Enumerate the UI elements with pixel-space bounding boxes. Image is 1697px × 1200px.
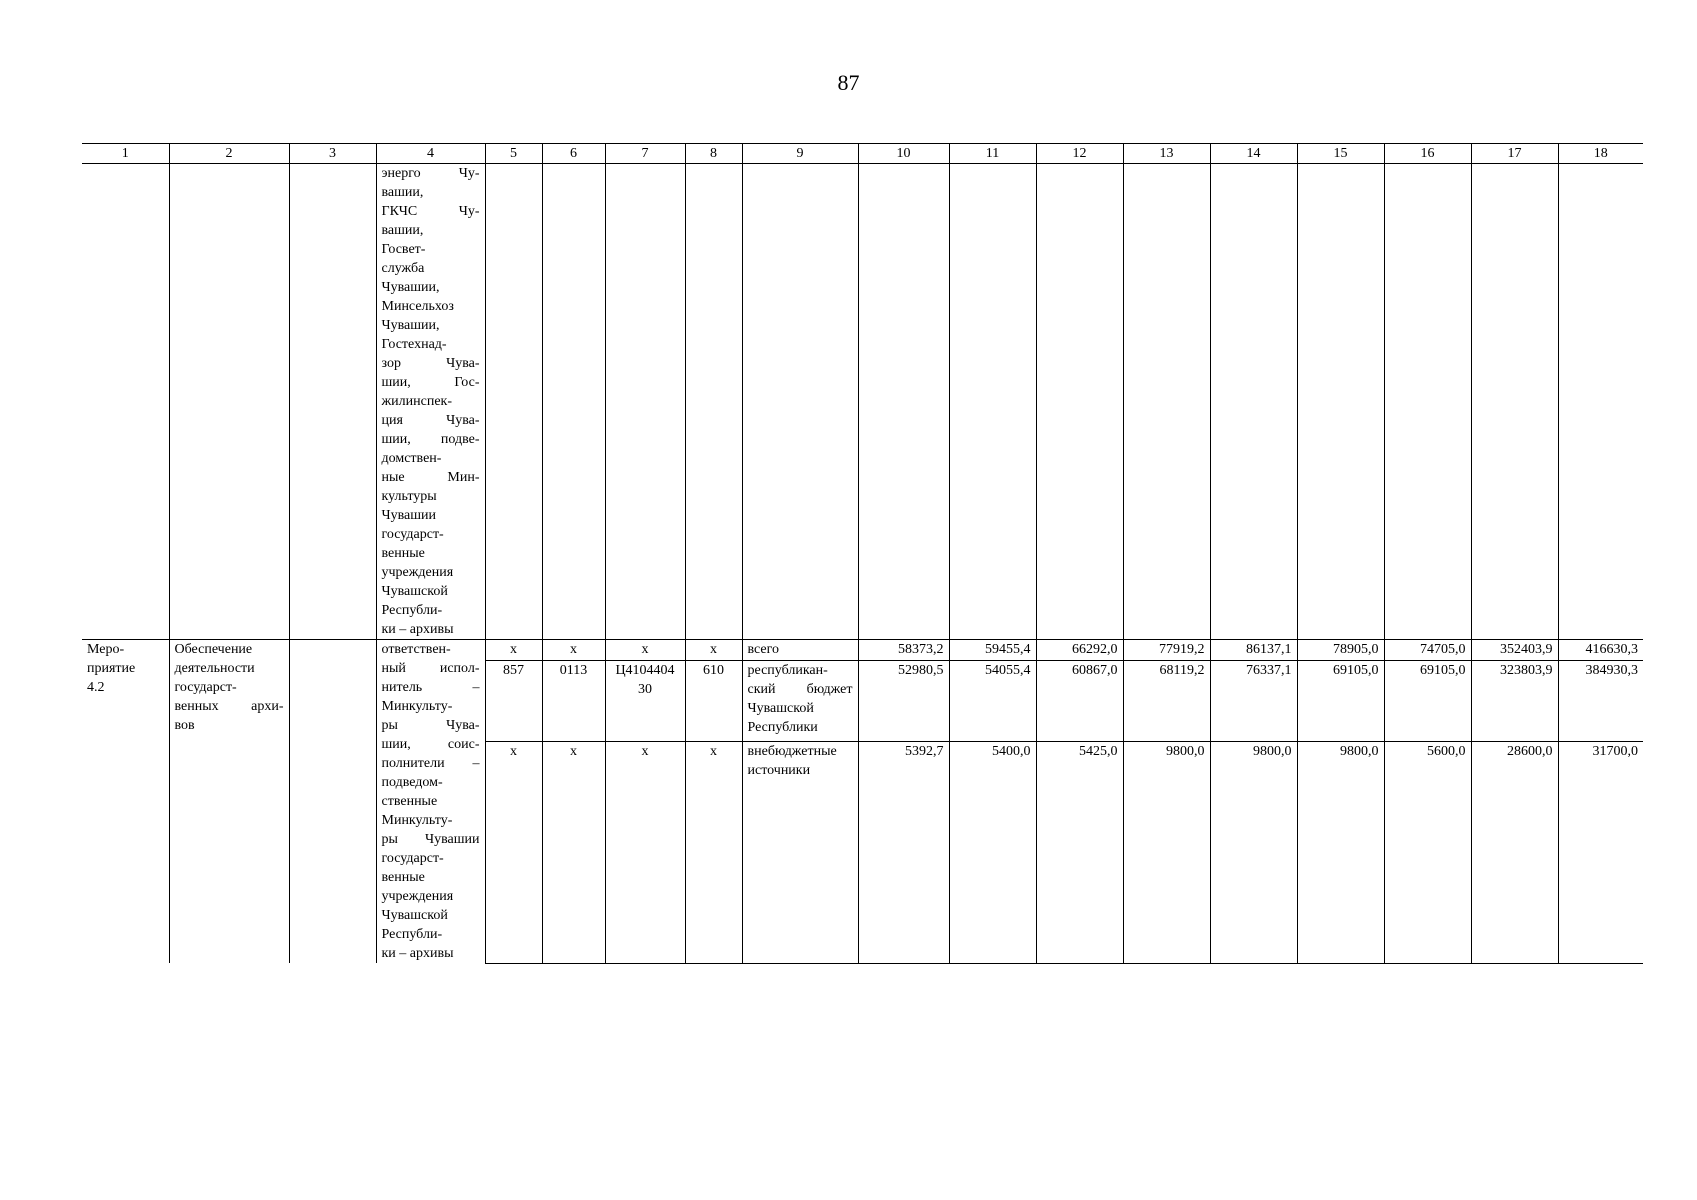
funding-source-cell xyxy=(742,660,858,741)
empty-cell xyxy=(169,164,289,640)
empty-cell xyxy=(289,640,376,964)
measure-name-cell-line: Обеспечение xyxy=(174,642,253,657)
empty-cell xyxy=(685,164,742,640)
empty-cell xyxy=(289,164,376,640)
header-cell-15: 15 xyxy=(1297,144,1384,164)
empty-cell xyxy=(485,164,542,640)
value-cell: 74705,0 xyxy=(1384,640,1471,661)
measure-row xyxy=(82,640,1643,661)
empty-cell xyxy=(1123,164,1210,640)
value-cell: 5392,7 xyxy=(858,741,949,963)
code-cell-line: х xyxy=(641,642,649,657)
funding-source-cell-line: Чувашской xyxy=(747,700,814,716)
empty-cell xyxy=(1297,164,1384,640)
value-cell: 9800,0 xyxy=(1210,741,1297,963)
continuation-executors-cell-line: энерго Чу- xyxy=(381,166,480,181)
header-cell-14: 14 xyxy=(1210,144,1297,164)
funding-source-cell xyxy=(742,640,858,661)
value-cell: 86137,1 xyxy=(1210,640,1297,661)
header-cell-7: 7 xyxy=(605,144,685,164)
measure-number-cell xyxy=(82,640,169,964)
continuation-row xyxy=(82,164,1643,640)
continuation-executors-cell-line: вашии, xyxy=(381,185,424,200)
measure-executors-cell-line: Чувашской xyxy=(381,908,448,923)
measure-number-cell-line: приятие xyxy=(87,661,136,676)
continuation-executors-cell-line: Гостехнад- xyxy=(381,337,447,352)
continuation-executors-cell-line: государст- xyxy=(381,527,444,542)
value-cell: 323803,9 xyxy=(1471,660,1558,741)
code-cell: х xyxy=(542,741,605,963)
empty-cell xyxy=(949,164,1036,640)
measure-executors-cell-line: ственные xyxy=(381,794,438,809)
value-cell: 52980,5 xyxy=(858,660,949,741)
value-cell: 54055,4 xyxy=(949,660,1036,741)
value-cell: 384930,3 xyxy=(1558,660,1643,741)
page-number: 87 xyxy=(837,70,860,95)
measure-name-cell-line: вов xyxy=(174,718,195,733)
value-cell: 77919,2 xyxy=(1123,640,1210,661)
code-cell-line: Ц4104404 xyxy=(615,662,675,678)
measure-name-cell-line: венных архи- xyxy=(174,699,284,714)
value-cell: 5600,0 xyxy=(1384,741,1471,963)
code-cell xyxy=(605,660,685,741)
measure-executors-cell-line: ры Чувашии xyxy=(381,832,480,847)
continuation-executors-cell-line: домствен- xyxy=(381,451,442,466)
code-cell: 0113 xyxy=(542,660,605,741)
continuation-executors-cell-line: учреждения xyxy=(381,565,454,580)
measure-executors-cell-line: ответствен- xyxy=(381,642,451,657)
measure-executors-cell-line: ры Чува- xyxy=(381,718,480,733)
empty-cell xyxy=(1558,164,1643,640)
value-cell: 5425,0 xyxy=(1036,741,1123,963)
measure-executors-cell-line: подведом- xyxy=(381,775,443,790)
measure-executors-cell-line: ки – архивы xyxy=(381,946,454,961)
continuation-executors-cell-line: служба xyxy=(381,261,425,276)
header-cell-11: 11 xyxy=(949,144,1036,164)
measure-executors-cell-line: шии, соис- xyxy=(381,737,480,752)
value-cell: 28600,0 xyxy=(1471,741,1558,963)
funding-source-cell-line: источники xyxy=(747,762,811,778)
value-cell: 66292,0 xyxy=(1036,640,1123,661)
header-cell-4: 4 xyxy=(376,144,485,164)
continuation-executors-cell-line: вашии, xyxy=(381,223,424,238)
header-cell-3: 3 xyxy=(289,144,376,164)
header-cell-18: 18 xyxy=(1558,144,1643,164)
continuation-executors-cell-line: ция Чува- xyxy=(381,413,480,428)
funding-source-cell-line: внебюджетные xyxy=(747,743,837,759)
continuation-executors-cell-line: жилинспек- xyxy=(381,394,453,409)
code-cell: 610 xyxy=(685,660,742,741)
measure-executors-cell-line: нитель – xyxy=(381,680,480,695)
continuation-executors-cell-line: Чувашии, xyxy=(381,280,440,295)
empty-cell xyxy=(858,164,949,640)
measure-number-cell-line: Меро- xyxy=(87,642,125,657)
empty-cell xyxy=(1471,164,1558,640)
code-cell: х xyxy=(542,640,605,661)
header-row xyxy=(82,144,1643,164)
empty-cell xyxy=(1210,164,1297,640)
continuation-executors-cell-line: культуры xyxy=(381,489,437,504)
continuation-executors-cell-line: Минсельхоз xyxy=(381,299,454,314)
empty-cell xyxy=(742,164,858,640)
header-cell-1: 1 xyxy=(82,144,169,164)
empty-cell xyxy=(1036,164,1123,640)
measure-executors-cell-line: полнители – xyxy=(381,756,480,771)
value-cell: 60867,0 xyxy=(1036,660,1123,741)
value-cell: 69105,0 xyxy=(1384,660,1471,741)
header-cell-6: 6 xyxy=(542,144,605,164)
funding-source-cell-line: Республики xyxy=(747,719,818,735)
measure-executors-cell-line: государст- xyxy=(381,851,444,866)
funding-source-cell-line: ский бюджет xyxy=(747,681,853,697)
empty-cell xyxy=(542,164,605,640)
continuation-executors-cell-line: Чувашии, xyxy=(381,318,440,333)
value-cell: 69105,0 xyxy=(1297,660,1384,741)
measure-executors-cell-line: Республи- xyxy=(381,927,443,942)
header-cell-5: 5 xyxy=(485,144,542,164)
header-cell-9: 9 xyxy=(742,144,858,164)
header-cell-13: 13 xyxy=(1123,144,1210,164)
value-cell: 76337,1 xyxy=(1210,660,1297,741)
measure-name-cell xyxy=(169,640,289,964)
code-cell: х xyxy=(485,640,542,661)
continuation-executors-cell-line: шии, Гос- xyxy=(381,375,480,390)
code-cell-line: х xyxy=(641,743,649,759)
header-cell-8: 8 xyxy=(685,144,742,164)
continuation-executors-cell-line: Чувашской xyxy=(381,584,448,599)
code-cell xyxy=(605,741,685,963)
funding-source-cell xyxy=(742,741,858,963)
code-cell: х xyxy=(685,741,742,963)
value-cell: 9800,0 xyxy=(1297,741,1384,963)
header-cell-2: 2 xyxy=(169,144,289,164)
continuation-executors-cell-line: Чувашии xyxy=(381,508,437,523)
code-cell xyxy=(605,640,685,661)
continuation-executors-cell-line: Республи- xyxy=(381,603,443,618)
header-cell-12: 12 xyxy=(1036,144,1123,164)
continuation-executors-cell-line: венные xyxy=(381,546,425,561)
value-cell: 68119,2 xyxy=(1123,660,1210,741)
continuation-executors-cell-line: Госвет- xyxy=(381,242,426,257)
measure-name-cell-line: деятельности xyxy=(174,661,255,676)
measure-executors-cell-line: ный испол- xyxy=(381,661,480,676)
continuation-executors-cell-line: ные Мин- xyxy=(381,470,480,485)
measure-executors-cell-line: Минкульту- xyxy=(381,699,453,714)
empty-cell xyxy=(605,164,685,640)
code-cell: х xyxy=(485,741,542,963)
measure-executors-cell-line: венные xyxy=(381,870,425,885)
empty-cell xyxy=(1384,164,1471,640)
measure-executors-cell-line: Минкульту- xyxy=(381,813,453,828)
header-cell-17: 17 xyxy=(1471,144,1558,164)
code-cell: 857 xyxy=(485,660,542,741)
continuation-executors-cell-line: шии, подве- xyxy=(381,432,480,447)
value-cell: 416630,3 xyxy=(1558,640,1643,661)
measure-number-cell-line: 4.2 xyxy=(87,680,105,695)
continuation-executors-cell-line: ГКЧС Чу- xyxy=(381,204,480,219)
value-cell: 59455,4 xyxy=(949,640,1036,661)
funding-source-cell-line: республикан- xyxy=(747,662,828,678)
value-cell: 31700,0 xyxy=(1558,741,1643,963)
value-cell: 352403,9 xyxy=(1471,640,1558,661)
code-cell: х xyxy=(685,640,742,661)
header-cell-16: 16 xyxy=(1384,144,1471,164)
budget-table xyxy=(82,143,1643,964)
value-cell: 5400,0 xyxy=(949,741,1036,963)
value-cell: 9800,0 xyxy=(1123,741,1210,963)
code-cell-line: 30 xyxy=(638,681,652,697)
header-cell-10: 10 xyxy=(858,144,949,164)
measure-executors-cell-line: учреждения xyxy=(381,889,454,904)
measure-name-cell-line: государст- xyxy=(174,680,237,695)
empty-cell xyxy=(82,164,169,640)
value-cell: 78905,0 xyxy=(1297,640,1384,661)
funding-source-cell-line: всего xyxy=(747,642,780,657)
continuation-executors-cell-line: зор Чува- xyxy=(381,356,480,371)
continuation-executors-cell-line: ки – архивы xyxy=(381,622,454,637)
measure-executors-cell xyxy=(376,640,485,964)
continuation-executors-cell xyxy=(376,164,485,640)
value-cell: 58373,2 xyxy=(858,640,949,661)
